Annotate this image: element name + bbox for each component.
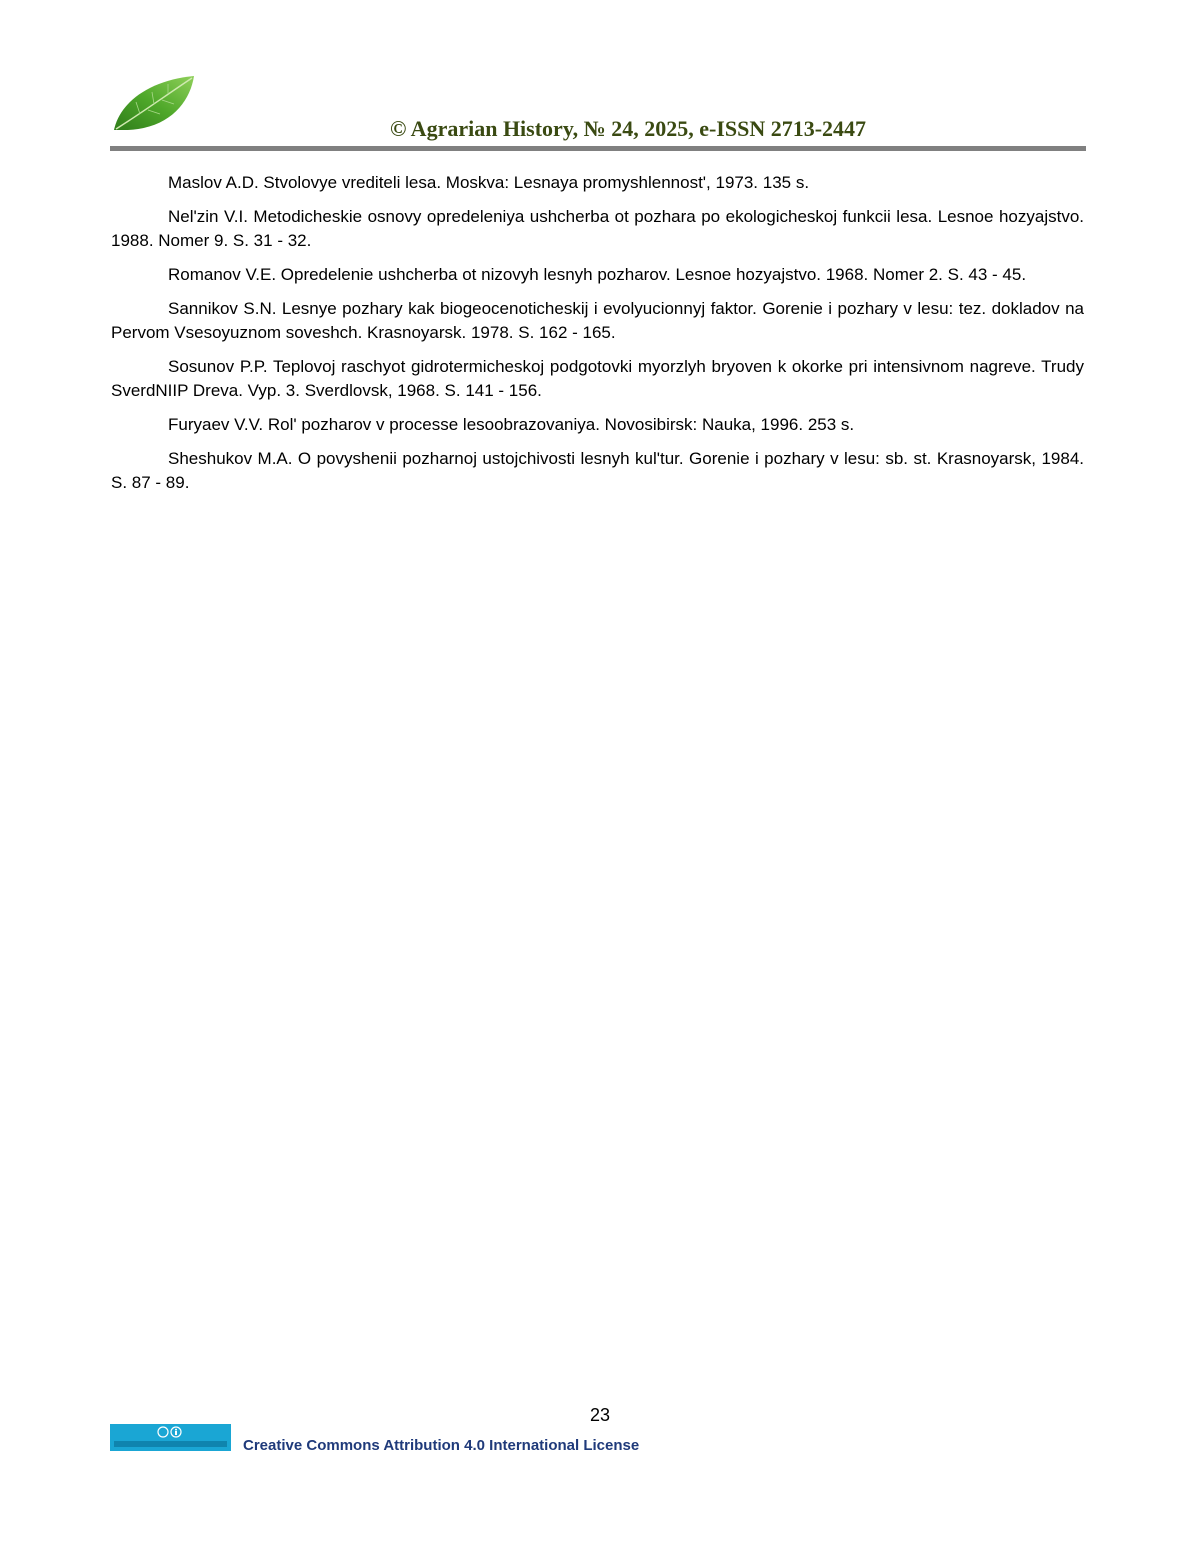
page-header <box>110 72 1086 154</box>
reference-item: Sannikov S.N. Lesnye pozhary kak biogeocenoticheskij i evolyucionnyj faktor. Gorenie i pozhary v lesu: tez. dokladov na Pervom Vsesoyuznom soveshch. Krasnoyarsk. 1978. S. 162 - 165. <box>111 299 1084 342</box>
license-link[interactable]: Creative Commons Attribution 4.0 International License <box>243 1437 640 1454</box>
reference-item: Sosunov P.P. Teplovoj raschyot gidrotermicheskoj podgotovki myorzlyh bryoven k okorke pri intensivnom nagreve. Trudy SverdNIIP Dreva. Vyp. 3. Sverdlovsk, 1968. S. 141 - 156. <box>111 357 1084 400</box>
page-number: 23 <box>589 1405 611 1425</box>
reference-item: Maslov A.D. Stvolovye vrediteli lesa. Moskva: Lesnaya promyshlennost', 1973. 135 s. <box>168 173 810 192</box>
cc-by-badge-icon[interactable] <box>110 1424 231 1451</box>
cc-badge-strip <box>114 1441 227 1447</box>
reference-item: Furyaev V.V. Rol' pozharov v processe lesoobrazovaniya. Novosibirsk: Nauka, 1996. 253 s. <box>168 415 855 434</box>
header-divider <box>110 146 1086 151</box>
reference-item: Romanov V.E. Opredelenie ushcherba ot nizovyh lesnyh pozharov. Lesnoe hozyajstvo. 1968. Nomer 2. S. 43 - 45. <box>168 265 1027 284</box>
reference-item: Sheshukov M.A. O povyshenii pozharnoj ustojchivosti lesnyh kul'tur. Gorenie i pozhary v lesu: sb. st. Krasnoyarsk, 1984. S. 87 - 89. <box>111 449 1084 492</box>
reference-item: Nel'zin V.I. Metodicheskie osnovy opredeleniya ushcherba ot pozhara po ekologicheskoj funkcii lesa. Lesnoe hozyajstvo. 1988. Nomer 9. S. 31 - 32. <box>111 207 1084 250</box>
cc-symbols-icon <box>156 1426 186 1438</box>
journal-title: © Agrarian History, № 24, 2025, e-ISSN 2713-2447 <box>389 116 867 141</box>
reference-list <box>111 171 1084 505</box>
